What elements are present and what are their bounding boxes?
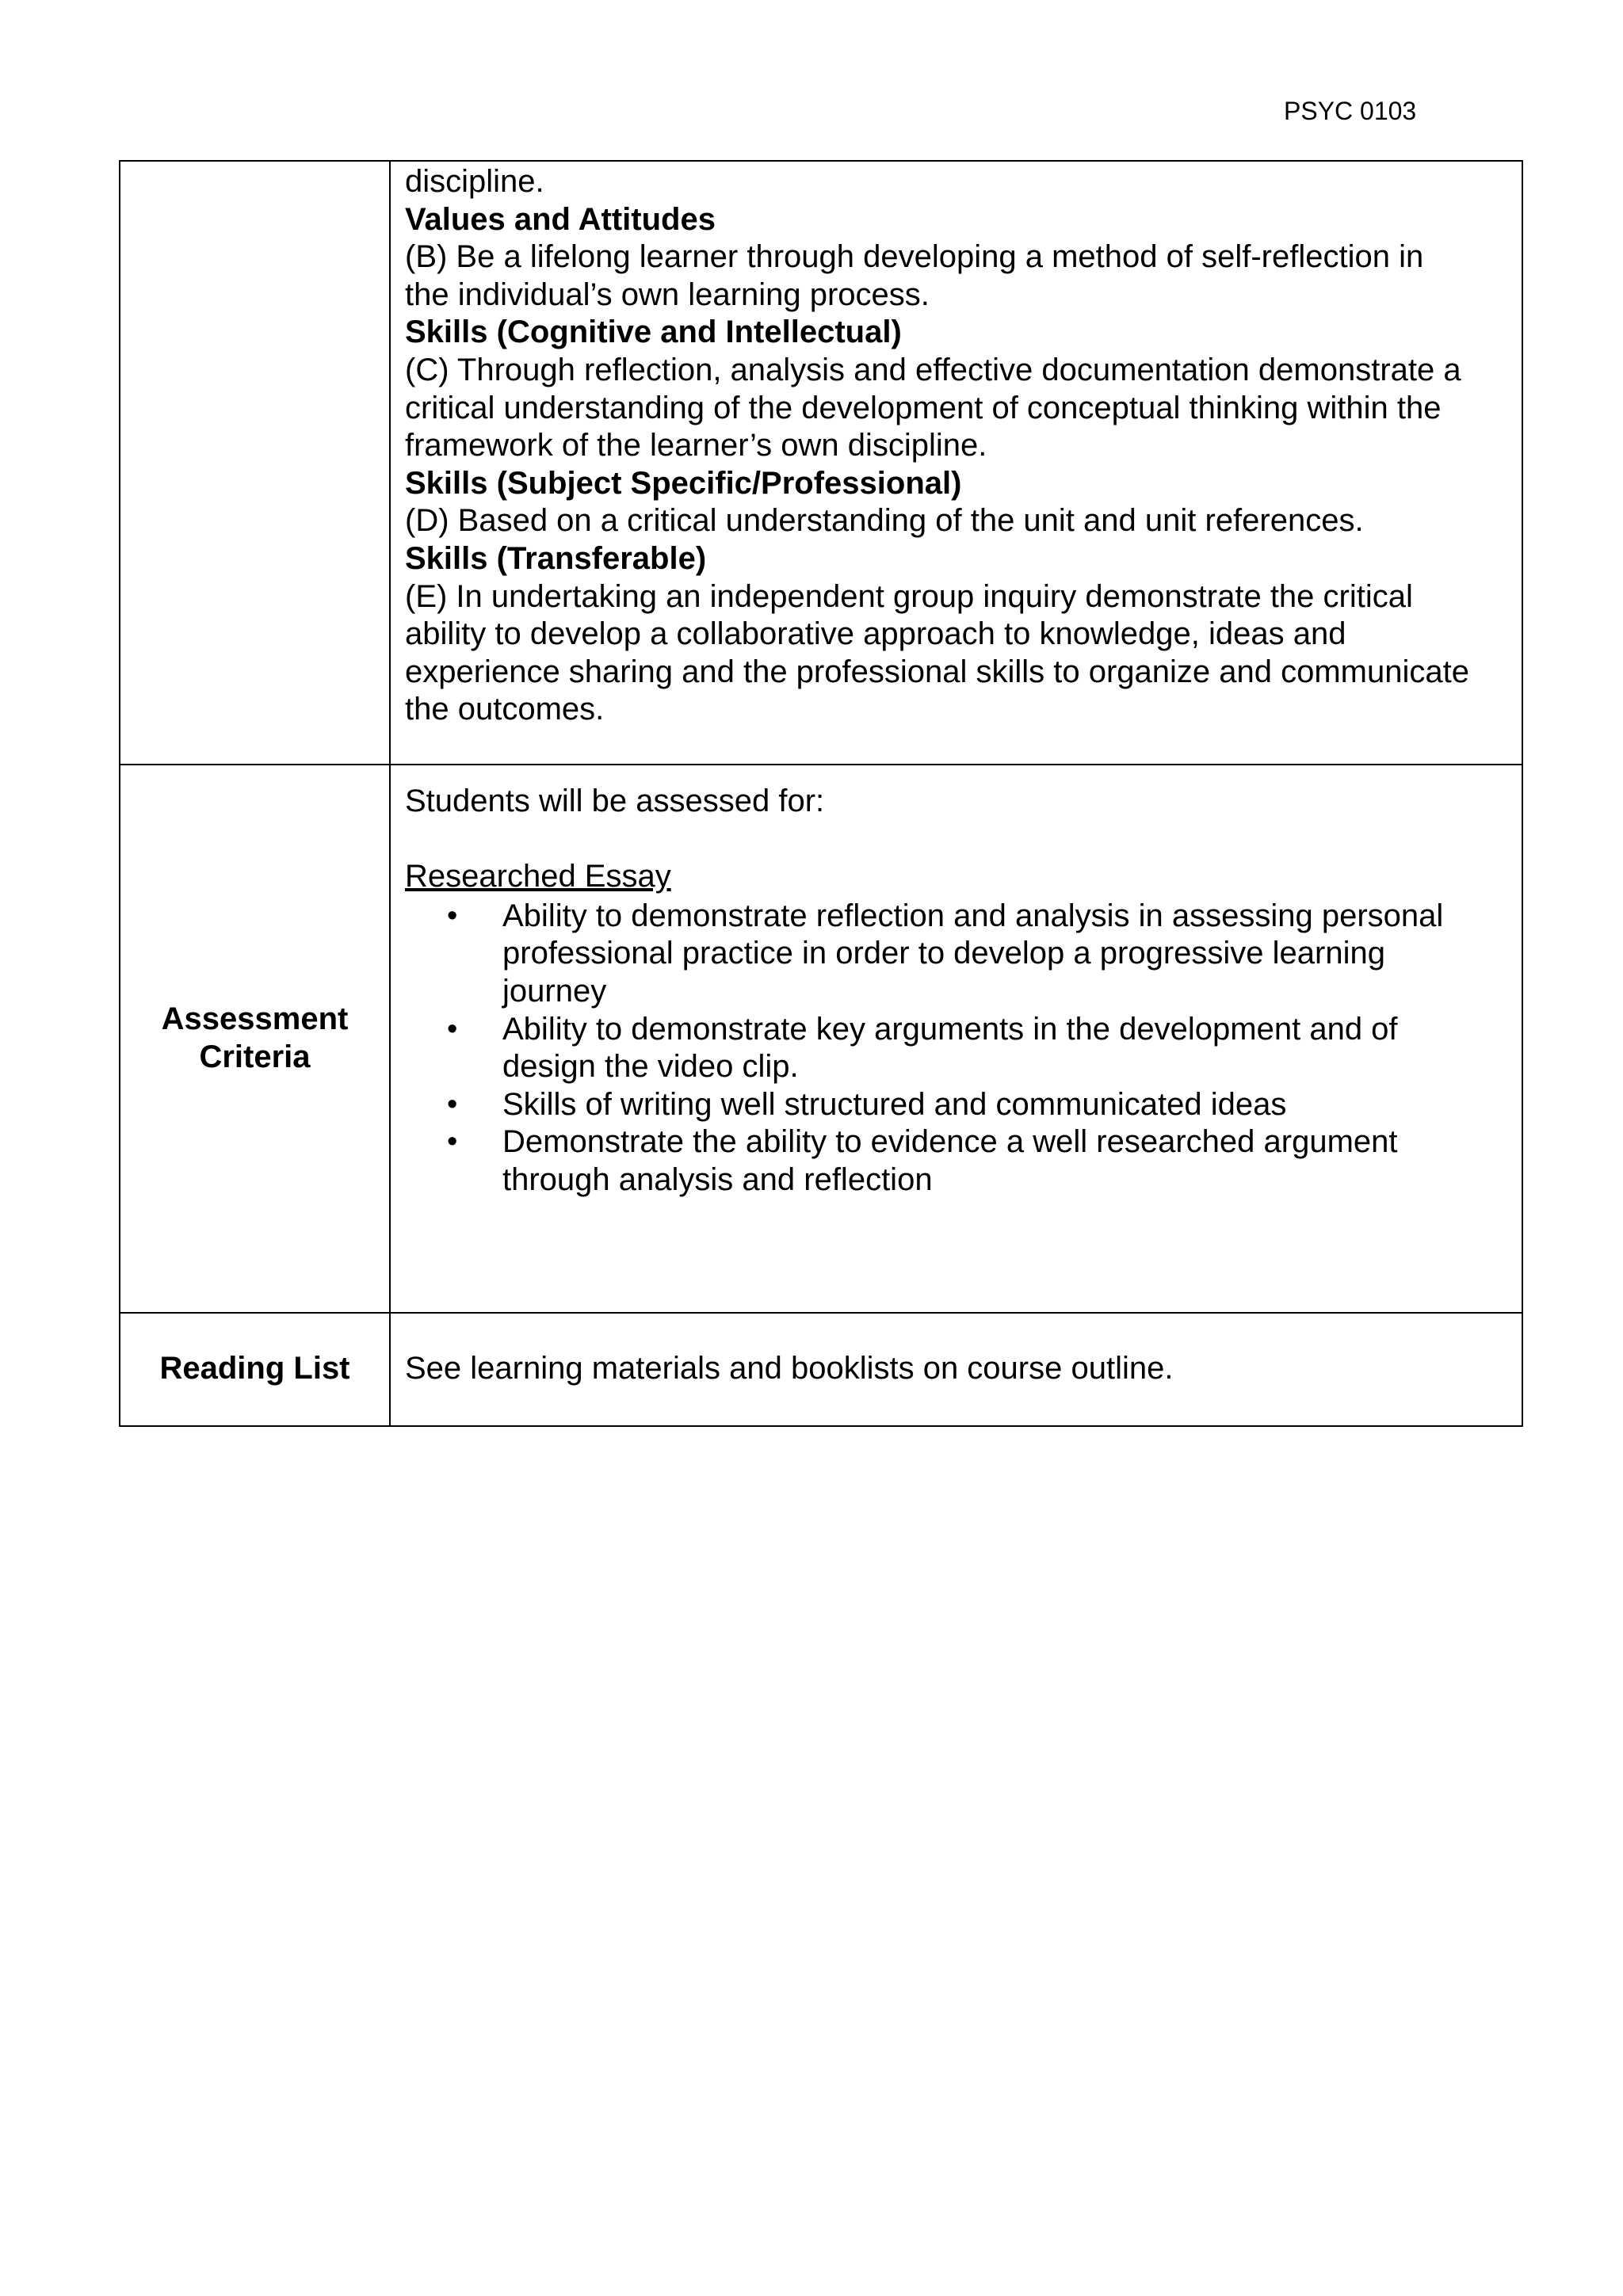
transferable-text-line: experience sharing and the professional skills to organize and communicate (405, 654, 1469, 689)
cognitive-text-line: (C) Through reflection, analysis and effective documentation demonstrate a (405, 352, 1461, 387)
learning-outcomes-label-cell (120, 161, 390, 765)
criteria-item-line: journey (502, 973, 607, 1009)
reading-list-content-cell (390, 1313, 1522, 1426)
cognitive-text-line: framework of the learner’s own discipline. (405, 428, 987, 463)
criteria-list (405, 898, 1509, 1199)
assessment-criteria-row (120, 765, 1522, 1313)
list-item (447, 1086, 1509, 1124)
course-code-header: PSYC 0103 (1284, 97, 1417, 125)
learning-outcomes-row (120, 161, 1522, 765)
bullet-icon: • (447, 1012, 458, 1046)
transferable-text-line: the outcomes. (405, 692, 605, 727)
reading-list-text: See learning materials and booklists on course outline. (405, 1351, 1174, 1386)
subject-skills-heading: Skills (Subject Specific/Professional) (405, 465, 962, 501)
cognitive-text-line: critical understanding of the development of conceptual thinking within the (405, 390, 1442, 425)
list-item (447, 1123, 1509, 1199)
list-item (447, 898, 1509, 1011)
assessment-label-line: Assessment (161, 1001, 349, 1037)
list-item (447, 1011, 1509, 1086)
criteria-item-line: Ability to demonstrate reflection and analysis in assessing personal (502, 898, 1444, 933)
values-attitudes-heading: Values and Attitudes (405, 201, 716, 237)
criteria-item-line: professional practice in order to develop a progressive learning (502, 936, 1385, 971)
assessment-criteria-content-cell (390, 765, 1522, 1313)
transferable-skills-heading: Skills (Transferable) (405, 540, 707, 576)
criteria-item-line: Ability to demonstrate key arguments in the development and of (502, 1011, 1398, 1047)
assessment-criteria-label-cell (120, 765, 390, 1313)
bullet-icon: • (447, 1125, 458, 1159)
reading-list-label-cell (120, 1313, 390, 1426)
assessment-intro: Students will be assessed for: (405, 784, 825, 818)
transferable-text-line: ability to develop a collaborative approach to knowledge, ideas and (405, 616, 1346, 652)
criteria-item-line: design the video clip. (502, 1049, 799, 1085)
values-text-line: the individual’s own learning process. (405, 277, 930, 312)
criteria-item-line: through analysis and reflection (502, 1161, 933, 1197)
reading-list-row (120, 1313, 1522, 1426)
module-descriptor-table (119, 160, 1523, 1427)
cognitive-skills-heading: Skills (Cognitive and Intellectual) (405, 315, 902, 350)
continued-text: discipline. (405, 164, 544, 199)
subject-text-line: (D) Based on a critical understanding of the unit and unit references. (405, 503, 1364, 539)
transferable-text-line: (E) In undertaking an independent group inquiry demonstrate the critical (405, 578, 1413, 614)
criteria-label-line: Criteria (199, 1039, 311, 1074)
learning-outcomes-content-cell (390, 161, 1522, 765)
reading-list-label: Reading List (159, 1351, 350, 1386)
paragraph-spacer (405, 821, 1509, 859)
bullet-icon: • (447, 1087, 458, 1121)
criteria-item-line: Skills of writing well structured and communicated ideas (502, 1086, 1287, 1122)
criteria-item-line: Demonstrate the ability to evidence a well researched argument (502, 1124, 1398, 1160)
bullet-icon: • (447, 898, 458, 933)
values-text-line: (B) Be a lifelong learner through developing a method of self-reflection in (405, 239, 1424, 275)
researched-essay-subheading: Researched Essay (405, 859, 671, 894)
